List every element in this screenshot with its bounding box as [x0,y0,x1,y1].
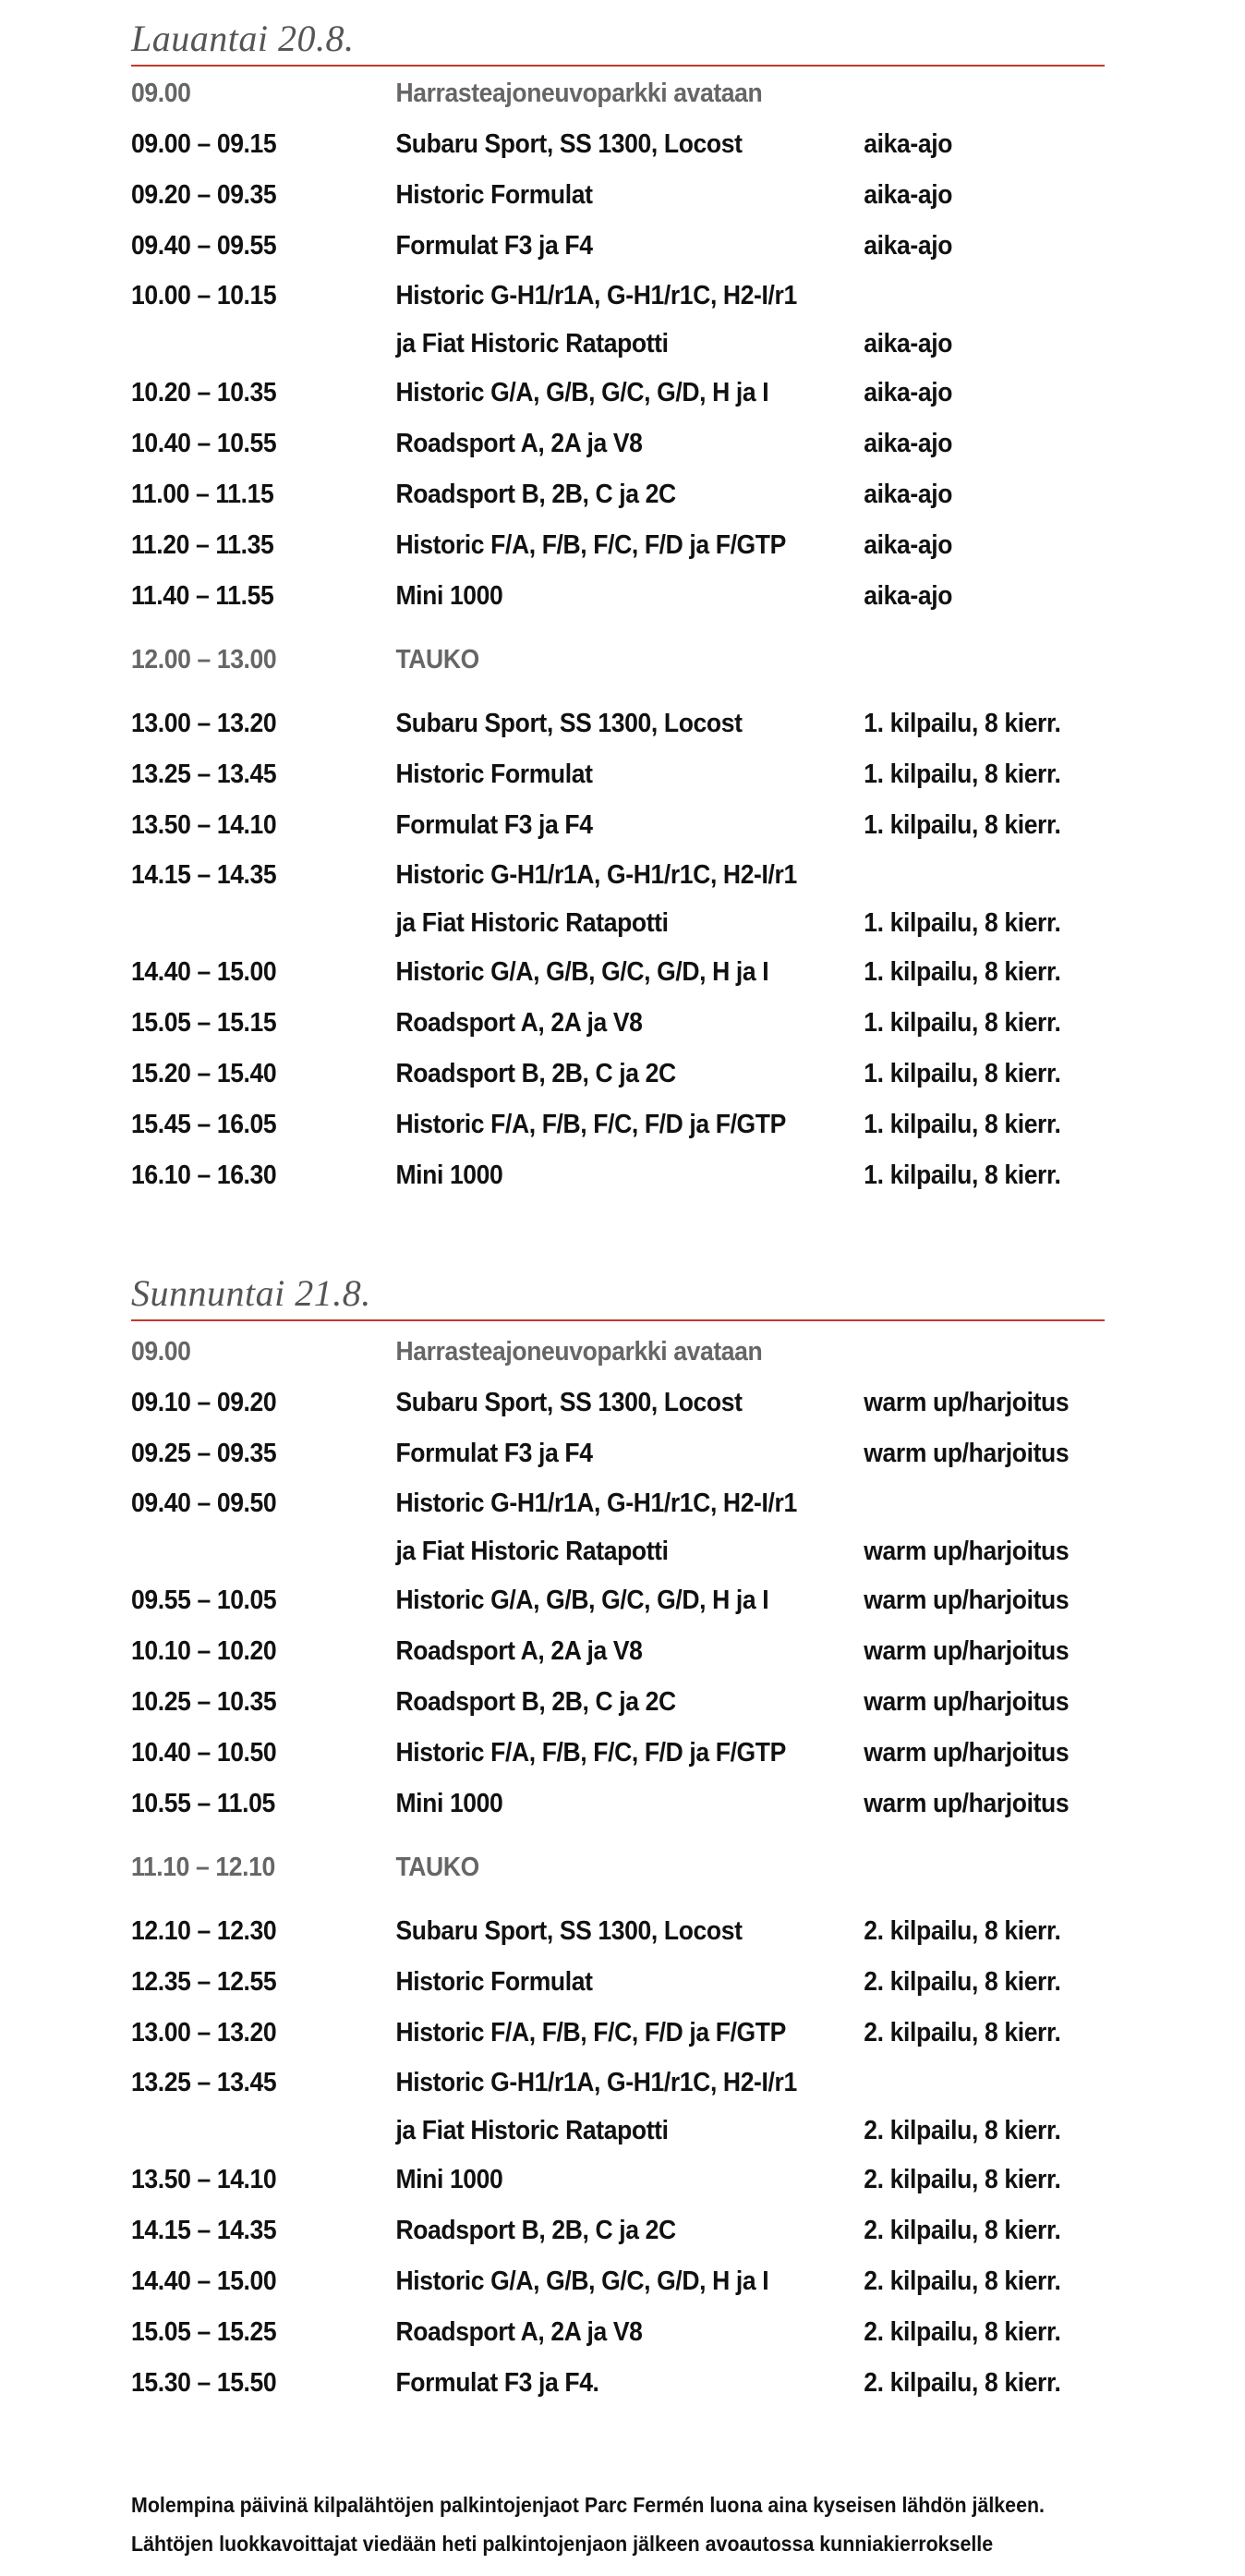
session-type-text: warm up/harjoitus [864,1789,1070,1818]
session-type-text: aika-ajo [864,530,953,560]
session-type-text [864,1327,1042,1378]
class-cell [395,571,864,622]
schedule-row [131,1677,1070,1728]
session-type-cell [864,635,1042,686]
class-cell [395,68,864,119]
schedule-row [131,520,1042,571]
session-type-text: warm up/harjoitus [864,1738,1070,1768]
time-text: 14.15 – 14.35 [131,860,277,890]
schedule-rows [131,67,1110,1201]
time-cell [131,1378,395,1428]
session-type-text: aika-ajo [864,180,953,210]
time-text: 13.00 – 13.20 [131,709,277,738]
session-type-text: 1. kilpailu, 8 kierr. [864,810,1061,840]
session-type-cell [864,1428,1069,1479]
footer-note: Molempina päivinä kilpalähtöjen palkintojenjaot Parc Fermén luona aina kyseisen lähdön jälkeen. [131,2493,1045,2517]
session-type-cell [864,469,1042,520]
class-text: Historic G-H1/r1A, G-H1/r1C, H2-I/r1 [395,2068,797,2097]
class-cell [395,469,864,520]
class-text: Roadsport A, 2A ja V8 [395,429,643,458]
schedule-row [131,749,1061,800]
session-type-cell [864,119,1042,170]
time-text: 15.45 – 16.05 [131,1110,277,1139]
session-type-cell [864,2358,1060,2409]
time-cell [131,1779,395,1829]
session-type-text: 1. kilpailu, 8 kierr. [864,957,1061,987]
time-text: 10.00 – 10.15 [131,281,277,310]
session-type-text: aika-ajo [864,581,953,611]
class-text: Roadsport B, 2B, C ja 2C [395,480,676,509]
class-text: ja Fiat Historic Ratapotti [395,329,669,358]
class-text: TAUKO [395,645,479,674]
schedule-row [131,2205,1061,2256]
schedule-row [131,947,1061,998]
time-text: 14.40 – 15.00 [131,2266,277,2296]
time-text: 16.10 – 16.30 [131,1160,277,1190]
class-cell [395,1957,864,2008]
schedule-row [131,1728,1070,1779]
class-text: Roadsport B, 2B, C ja 2C [395,1687,676,1717]
schedule-row [131,800,1061,851]
time-cell [131,119,395,170]
class-text: Subaru Sport, SS 1300, Locost [395,1388,743,1417]
class-cell [395,749,864,800]
session-type-text: 1. kilpailu, 8 kierr. [864,709,1061,738]
session-type-text: 1. kilpailu, 8 kierr. [864,1008,1061,1038]
class-cell [395,2155,864,2205]
class-text: Formulat F3 ja F4 [395,810,593,840]
day-section-sunday [131,1255,1110,2409]
time-cell [131,68,395,119]
time-cell [131,998,395,1049]
session-type-cell [864,998,1060,1049]
time-cell [131,469,395,520]
class-cell [395,1575,864,1626]
schedule-row [131,998,1061,1049]
time-cell [131,2059,395,2107]
schedule-row [131,1906,1061,1957]
class-text: Roadsport B, 2B, C ja 2C [395,2216,676,2245]
session-type-text: 2. kilpailu, 8 kierr. [864,2116,1061,2145]
time-cell [131,1327,395,1378]
class-text: Formulat F3 ja F4 [395,231,593,261]
session-type-text [864,1842,1042,1893]
time-text: 15.30 – 15.50 [131,2368,277,2398]
class-cell [395,1728,864,1779]
class-text: Mini 1000 [395,1789,503,1818]
class-cell [395,1378,864,1428]
time-text: 11.10 – 12.10 [131,1853,275,1882]
schedule-row [131,170,1042,221]
session-type-cell [864,571,1042,622]
class-cell [395,119,864,170]
class-text: Roadsport A, 2A ja V8 [395,2317,643,2347]
class-cell [395,998,864,1049]
class-cell [395,1626,864,1677]
class-cell [395,699,864,749]
time-cell [131,571,395,622]
class-text: Harrasteajoneuvoparkki avataan [395,79,763,108]
class-cell [395,947,864,998]
time-cell [131,1957,395,2008]
time-text: 11.00 – 11.15 [131,480,274,509]
schedule-row [131,1575,1070,1626]
class-cell [395,2059,864,2155]
time-cell [131,851,395,899]
schedule-row [131,368,1042,419]
session-type-cell [864,2008,1060,2059]
session-type-cell [864,520,1042,571]
class-cell [395,851,864,947]
session-type-text: 1. kilpailu, 8 kierr. [864,1059,1061,1088]
session-type-cell [864,1100,1060,1150]
class-cell [395,1842,864,1893]
class-cell [395,1428,864,1479]
session-type-text: 1. kilpailu, 8 kierr. [864,1160,1061,1190]
session-type-cell [864,1906,1060,1957]
time-cell [131,1626,395,1677]
schedule-row [131,272,1042,368]
time-cell [131,170,395,221]
time-cell [131,635,395,686]
schedule-row [131,2358,1061,2409]
session-type-text: aika-ajo [864,480,953,509]
session-type-text [864,635,1042,686]
time-cell [131,520,395,571]
class-cell [395,368,864,419]
class-cell [395,1479,864,1575]
class-text: ja Fiat Historic Ratapotti [395,1537,669,1566]
session-type-text [864,68,1042,119]
schedule-row [131,2256,1061,2307]
session-type-text: aika-ajo [864,329,953,358]
session-type-cell [864,1378,1069,1428]
session-type-text: 2. kilpailu, 8 kierr. [864,2216,1061,2245]
class-text: Historic F/A, F/B, F/C, F/D ja F/GTP [395,1738,786,1768]
session-type-cell [864,1150,1060,1201]
time-cell [131,1728,395,1779]
class-text: Subaru Sport, SS 1300, Locost [395,129,743,159]
time-text: 09.00 [131,79,191,108]
time-text: 10.25 – 10.35 [131,1687,277,1717]
time-text: 14.15 – 14.35 [131,2216,277,2245]
class-text: Formulat F3 ja F4. [395,2368,599,2398]
schedule-row [131,221,1042,272]
class-cell [395,170,864,221]
time-text: 09.00 – 09.15 [131,129,277,159]
schedule-row [131,699,1061,749]
class-text: Subaru Sport, SS 1300, Locost [395,709,743,738]
session-type-text: 1. kilpailu, 8 kierr. [864,1110,1061,1139]
class-text: Roadsport A, 2A ja V8 [395,1636,643,1666]
session-type-cell [864,68,1042,119]
session-type-cell [864,2307,1060,2358]
schedule-row [131,2059,1061,2155]
class-cell [395,1150,864,1201]
schedule-row [131,2307,1061,2358]
schedule-row [131,2155,1061,2205]
class-text: Mini 1000 [395,1160,503,1190]
session-type-cell [864,1575,1069,1626]
session-type-text: 2. kilpailu, 8 kierr. [864,2165,1061,2194]
time-text: 13.25 – 13.45 [131,2068,277,2097]
class-cell [395,2008,864,2059]
schedule-rows [131,1321,1110,2409]
session-type-text: 2. kilpailu, 8 kierr. [864,2018,1061,2047]
schedule-row [131,851,1061,947]
class-text: Historic Formulat [395,1967,593,1997]
session-type-text: 1. kilpailu, 8 kierr. [864,908,1061,938]
schedule-row [131,419,1042,469]
time-text: 10.40 – 10.50 [131,1738,277,1768]
session-type-cell [864,368,1042,419]
class-cell [395,1327,864,1378]
time-cell [131,221,395,272]
class-text: Subaru Sport, SS 1300, Locost [395,1916,743,1946]
time-cell [131,419,395,469]
class-text: TAUKO [395,1853,479,1882]
time-cell [131,2256,395,2307]
class-cell [395,1906,864,1957]
time-text: 15.05 – 15.25 [131,2317,277,2347]
class-cell [395,2256,864,2307]
time-text: 11.40 – 11.55 [131,581,274,611]
class-text: Roadsport B, 2B, C ja 2C [395,1059,676,1088]
session-type-text: 2. kilpailu, 8 kierr. [864,2266,1061,2296]
schedule-row [131,1479,1070,1575]
time-cell [131,1906,395,1957]
class-text: Historic F/A, F/B, F/C, F/D ja F/GTP [395,2018,786,2047]
session-type-cell [864,1728,1069,1779]
time-text: 13.00 – 13.20 [131,2018,277,2047]
class-cell [395,800,864,851]
time-cell [131,1842,395,1893]
time-cell [131,1049,395,1100]
session-type-cell [864,947,1060,998]
time-cell [131,1479,395,1527]
schedule-row [131,1779,1070,1829]
time-text: 12.10 – 12.30 [131,1916,277,1946]
schedule-row-info [131,635,1042,686]
time-text: 12.35 – 12.55 [131,1967,277,1997]
session-type-cell [864,2155,1060,2205]
class-text: Historic F/A, F/B, F/C, F/D ja F/GTP [395,1110,786,1139]
time-cell [131,699,395,749]
session-type-text: aika-ajo [864,429,953,458]
class-text: Historic Formulat [395,180,593,210]
session-type-cell [864,1957,1060,2008]
class-cell [395,1677,864,1728]
class-cell [395,520,864,571]
session-type-cell [864,1479,1069,1575]
schedule-row [131,1428,1070,1479]
session-type-cell [864,272,1042,368]
session-type-text: warm up/harjoitus [864,1687,1070,1717]
session-type-text: 2. kilpailu, 8 kierr. [864,2368,1061,2398]
session-type-text: aika-ajo [864,129,953,159]
class-cell [395,2358,864,2409]
class-text: Historic G/A, G/B, G/C, G/D, H ja I [395,2266,769,2296]
session-type-cell [864,419,1042,469]
time-text: 13.50 – 14.10 [131,2165,277,2194]
day-section-saturday [131,0,1110,1201]
session-type-cell [864,800,1060,851]
session-type-text: 2. kilpailu, 8 kierr. [864,2317,1061,2347]
time-text: 11.20 – 11.35 [131,530,274,560]
time-cell [131,1150,395,1201]
class-text: ja Fiat Historic Ratapotti [395,908,669,938]
time-text: 13.25 – 13.45 [131,759,277,789]
session-type-text: aika-ajo [864,378,953,407]
time-cell [131,1575,395,1626]
session-type-cell [864,221,1042,272]
time-text: 15.05 – 15.15 [131,1008,277,1038]
time-text: 15.20 – 15.40 [131,1059,277,1088]
session-type-cell [864,851,1060,947]
session-type-cell [864,2205,1060,2256]
class-cell [395,272,864,368]
class-cell [395,2307,864,2358]
time-cell [131,2307,395,2358]
time-cell [131,1100,395,1150]
time-text: 09.10 – 09.20 [131,1388,277,1417]
session-type-cell [864,1327,1042,1378]
class-cell [395,2205,864,2256]
session-type-cell [864,749,1060,800]
time-text: 10.55 – 11.05 [131,1789,275,1818]
session-type-cell [864,1779,1069,1829]
time-text: 13.50 – 14.10 [131,810,277,840]
session-type-cell [864,1049,1060,1100]
session-type-text: warm up/harjoitus [864,1439,1070,1468]
session-type-text: 2. kilpailu, 8 kierr. [864,1967,1061,1997]
class-text: Historic G/A, G/B, G/C, G/D, H ja I [395,957,769,987]
class-text: Roadsport A, 2A ja V8 [395,1008,643,1038]
schedule-row-info [131,1842,1042,1893]
time-text: 09.40 – 09.55 [131,231,277,261]
session-type-cell [864,2059,1060,2155]
class-cell [395,635,864,686]
session-type-cell [864,2256,1060,2307]
schedule-row [131,1957,1061,2008]
class-cell [395,1049,864,1100]
time-text: 09.40 – 09.50 [131,1488,277,1518]
class-text: Historic G-H1/r1A, G-H1/r1C, H2-I/r1 [395,281,797,310]
session-type-text: aika-ajo [864,231,953,261]
time-cell [131,800,395,851]
time-cell [131,1428,395,1479]
time-cell [131,272,395,320]
schedule-row-info [131,1327,1042,1378]
time-cell [131,2008,395,2059]
session-type-text: 2. kilpailu, 8 kierr. [864,1916,1061,1946]
time-text: 09.00 [131,1337,191,1367]
time-text: 09.55 – 10.05 [131,1586,277,1615]
class-cell [395,419,864,469]
time-text: 12.00 – 13.00 [131,645,277,674]
footer-notes [131,2485,1076,2563]
schedule-row [131,2008,1061,2059]
schedule-row-info [131,68,1042,119]
class-text: Historic Formulat [395,759,593,789]
class-text: Historic G-H1/r1A, G-H1/r1C, H2-I/r1 [395,1488,797,1518]
time-text: 10.40 – 10.55 [131,429,277,458]
class-text: Historic G/A, G/B, G/C, G/D, H ja I [395,378,769,407]
time-text: 09.25 – 09.35 [131,1439,277,1468]
session-type-cell [864,1677,1069,1728]
time-cell [131,1677,395,1728]
class-text: Formulat F3 ja F4 [395,1439,593,1468]
class-text: Historic G/A, G/B, G/C, G/D, H ja I [395,1586,769,1615]
session-type-cell [864,699,1060,749]
session-type-text: warm up/harjoitus [864,1636,1070,1666]
time-text: 10.10 – 10.20 [131,1636,277,1666]
session-type-cell [864,1842,1042,1893]
session-type-text: warm up/harjoitus [864,1537,1070,1566]
class-text: Mini 1000 [395,581,503,611]
day-title: Lauantai 20.8. [131,18,355,59]
schedule-row [131,1049,1061,1100]
time-cell [131,2358,395,2409]
time-text: 09.20 – 09.35 [131,180,277,210]
class-text: ja Fiat Historic Ratapotti [395,2116,669,2145]
session-type-cell [864,170,1042,221]
schedule-row [131,1150,1061,1201]
class-cell [395,221,864,272]
time-cell [131,368,395,419]
time-text: 10.20 – 10.35 [131,378,277,407]
time-text: 14.40 – 15.00 [131,957,277,987]
schedule-row [131,1100,1061,1150]
time-cell [131,2205,395,2256]
session-type-text: warm up/harjoitus [864,1388,1070,1417]
time-cell [131,947,395,998]
schedule-row [131,469,1042,520]
schedule-row [131,571,1042,622]
session-type-text: 1. kilpailu, 8 kierr. [864,759,1061,789]
class-cell [395,1100,864,1150]
session-type-text: warm up/harjoitus [864,1586,1070,1615]
class-text: Mini 1000 [395,2165,503,2194]
class-cell [395,1779,864,1829]
class-text: Historic F/A, F/B, F/C, F/D ja F/GTP [395,530,786,560]
time-cell [131,2155,395,2205]
day-title: Sunnuntai 21.8. [131,1272,371,1314]
session-type-cell [864,1626,1069,1677]
class-text: Historic G-H1/r1A, G-H1/r1C, H2-I/r1 [395,860,797,890]
class-text: Harrasteajoneuvoparkki avataan [395,1337,763,1367]
schedule-row [131,119,1042,170]
schedule-row [131,1626,1070,1677]
footer-note: Lähtöjen luokkavoittajat viedään heti palkintojenjaon jälkeen avoautossa kunniakierrokselle [131,2532,994,2556]
schedule-row [131,1378,1070,1428]
time-cell [131,749,395,800]
